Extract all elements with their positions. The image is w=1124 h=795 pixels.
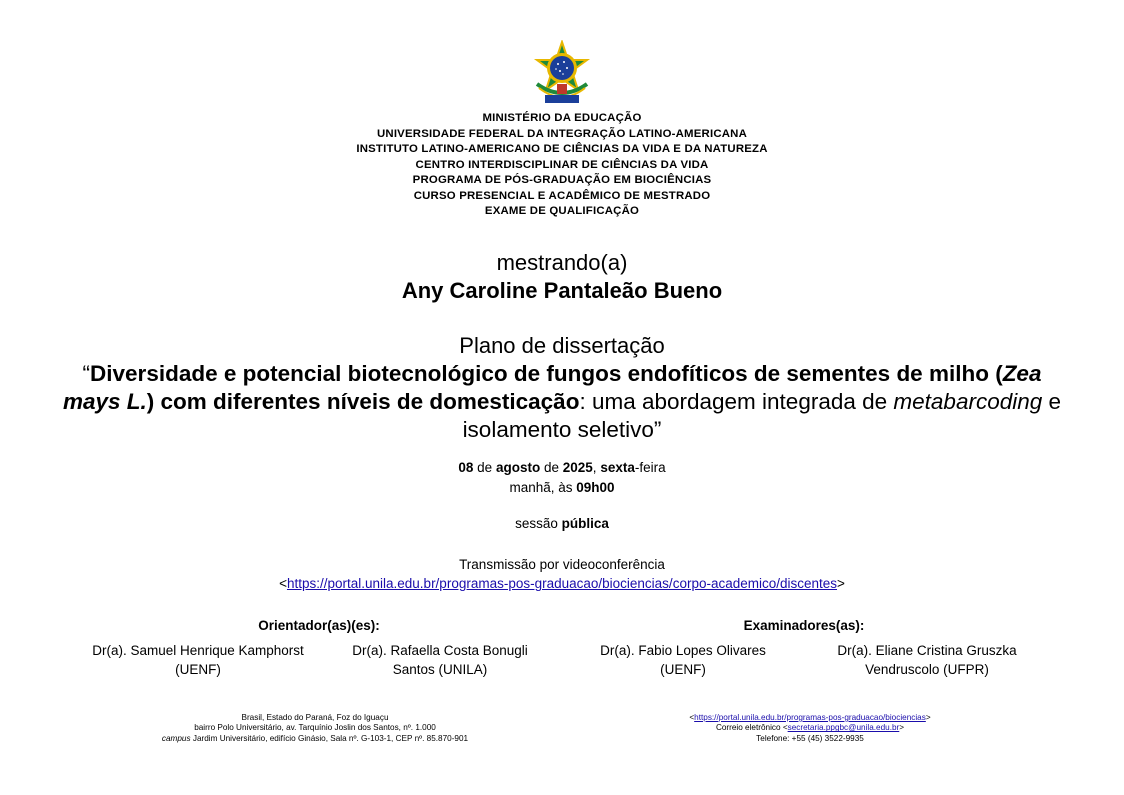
header-line-course: CURSO PRESENCIAL E ACADÊMICO DE MESTRADO: [413, 189, 711, 202]
dissertation-title: [60, 360, 1064, 444]
footer-portal-line: [620, 713, 1000, 723]
header-line-program: PROGRAMA DE PÓS-GRADUAÇÃO EM BIOCIÊNCIAS: [412, 174, 712, 186]
footer-email-label: Correio eletrônico <: [715, 723, 788, 733]
footer-email-close: >: [899, 723, 905, 733]
transmission-link[interactable]: https://portal.unila.edu.br/programas-pos-graduacao/biociencias/corpo-academico/discentes: [286, 576, 838, 591]
footer-campus-word: campus: [161, 733, 191, 743]
title-rest-1: : uma abordagem integrada de: [579, 389, 894, 414]
advisor-1-institution: (UENF): [175, 662, 221, 677]
date-sep-2: de: [540, 460, 563, 475]
header-line-center: CENTRO INTERDISCIPLINAR DE CIÊNCIAS DA VIDA: [415, 158, 709, 171]
brazil-coat-of-arms-icon: [527, 40, 597, 110]
date-sep-1: de: [473, 460, 496, 475]
transmission-label: Transmissão por videoconferência: [459, 557, 665, 572]
date-year: 2025: [562, 460, 593, 475]
advisor-2-name: Dr(a). Rafaella Costa Bonugli: [352, 643, 528, 658]
schedule-time: [0, 478, 1124, 498]
date-weekday-suffix: -feira: [634, 460, 666, 475]
transmission-link-line: [0, 574, 1124, 593]
examiner-1-institution: (UENF): [660, 662, 706, 677]
footer-email-line: [620, 723, 1000, 733]
header-line-institute: INSTITUTO LATINO-AMERICANO DE CIÊNCIAS DA VIDA E DA NATUREZA: [356, 143, 768, 155]
transmission: [0, 555, 1124, 593]
time-period: manhã, às: [509, 480, 577, 495]
header-line-ministry: MINISTÉRIO DA EDUCAÇÃO: [482, 112, 642, 124]
advisor-1-name: Dr(a). Samuel Henrique Kamphorst: [92, 643, 304, 658]
title-bold-part-1: Diversidade e potencial biotecnológico de fungos endofíticos de sementes de milho (: [90, 361, 1003, 386]
title-method: metabarcoding: [893, 389, 1043, 414]
plan-label: Plano de dissertação: [459, 333, 665, 358]
time-value: 09h00: [576, 480, 615, 495]
open-quote: “: [82, 361, 91, 386]
date-comma: ,: [592, 460, 601, 475]
advisor-1: [68, 641, 328, 679]
date-weekday: sexta: [600, 460, 635, 475]
close-quote: ”: [653, 417, 662, 442]
footer-portal-link[interactable]: https://portal.unila.edu.br/programas-pos-graduacao/biociencias: [694, 713, 926, 722]
student-name: Any Caroline Pantaleão Bueno: [401, 278, 723, 303]
examiners-heading: Examinadores(as):: [743, 618, 865, 633]
examiner-2: [812, 641, 1042, 679]
footer-portal-open: <: [689, 713, 695, 722]
advisor-2-institution: Santos (UNILA): [392, 662, 488, 677]
footer-portal-close: >: [925, 713, 931, 722]
schedule-date: [0, 458, 1124, 478]
date-day: 08: [458, 460, 474, 475]
examiner-1: [578, 641, 788, 679]
footer-address: [110, 713, 520, 744]
examiner-2-name: Dr(a). Eliane Cristina Gruszka: [837, 643, 1017, 658]
examiner-2-institution: Vendruscolo (UFPR): [865, 662, 989, 677]
footer-address-line-3: [110, 734, 520, 744]
footer-email-link[interactable]: secretaria.ppgbc@unila.edu.br: [787, 723, 900, 733]
title-species: Zea mays L.: [62, 361, 1042, 414]
footer-address-line-1: Brasil, Estado do Paraná, Foz do Iguaçu: [241, 713, 389, 722]
session-value: pública: [561, 516, 609, 531]
footer-campus-rest: Jardim Universitário, edifício Ginásio, Sala nº. G-103-1, CEP nº. 85.870-901: [190, 733, 469, 743]
title-rest-2: e isolamento seletivo: [462, 389, 1062, 442]
advisors-heading: Orientador(as)(es):: [258, 618, 380, 633]
link-close-bracket: >: [837, 576, 845, 591]
session-label: sessão: [515, 516, 562, 531]
footer-contact: [620, 713, 1000, 744]
header-line-university: UNIVERSIDADE FEDERAL DA INTEGRAÇÃO LATINO-AMERICANA: [376, 127, 748, 140]
schedule: [0, 458, 1124, 498]
date-month: agosto: [495, 460, 541, 475]
title-bold-part-2: ) com diferentes níveis de domesticação: [146, 389, 580, 414]
advisor-2: [330, 641, 550, 679]
link-open-bracket: <: [279, 576, 287, 591]
session-type: [0, 516, 1124, 531]
examiner-1-name: Dr(a). Fabio Lopes Olivares: [600, 643, 766, 658]
student-label: mestrando(a): [496, 250, 628, 275]
header-line-exam: EXAME DE QUALIFICAÇÃO: [484, 205, 640, 217]
institution-header: [0, 111, 1124, 220]
footer-phone: Telefone: +55 (45) 3522-9935: [756, 733, 864, 743]
footer-address-line-2: bairro Polo Universitário, av. Tarquínio Joslin dos Santos, nº. 1.000: [194, 723, 436, 733]
